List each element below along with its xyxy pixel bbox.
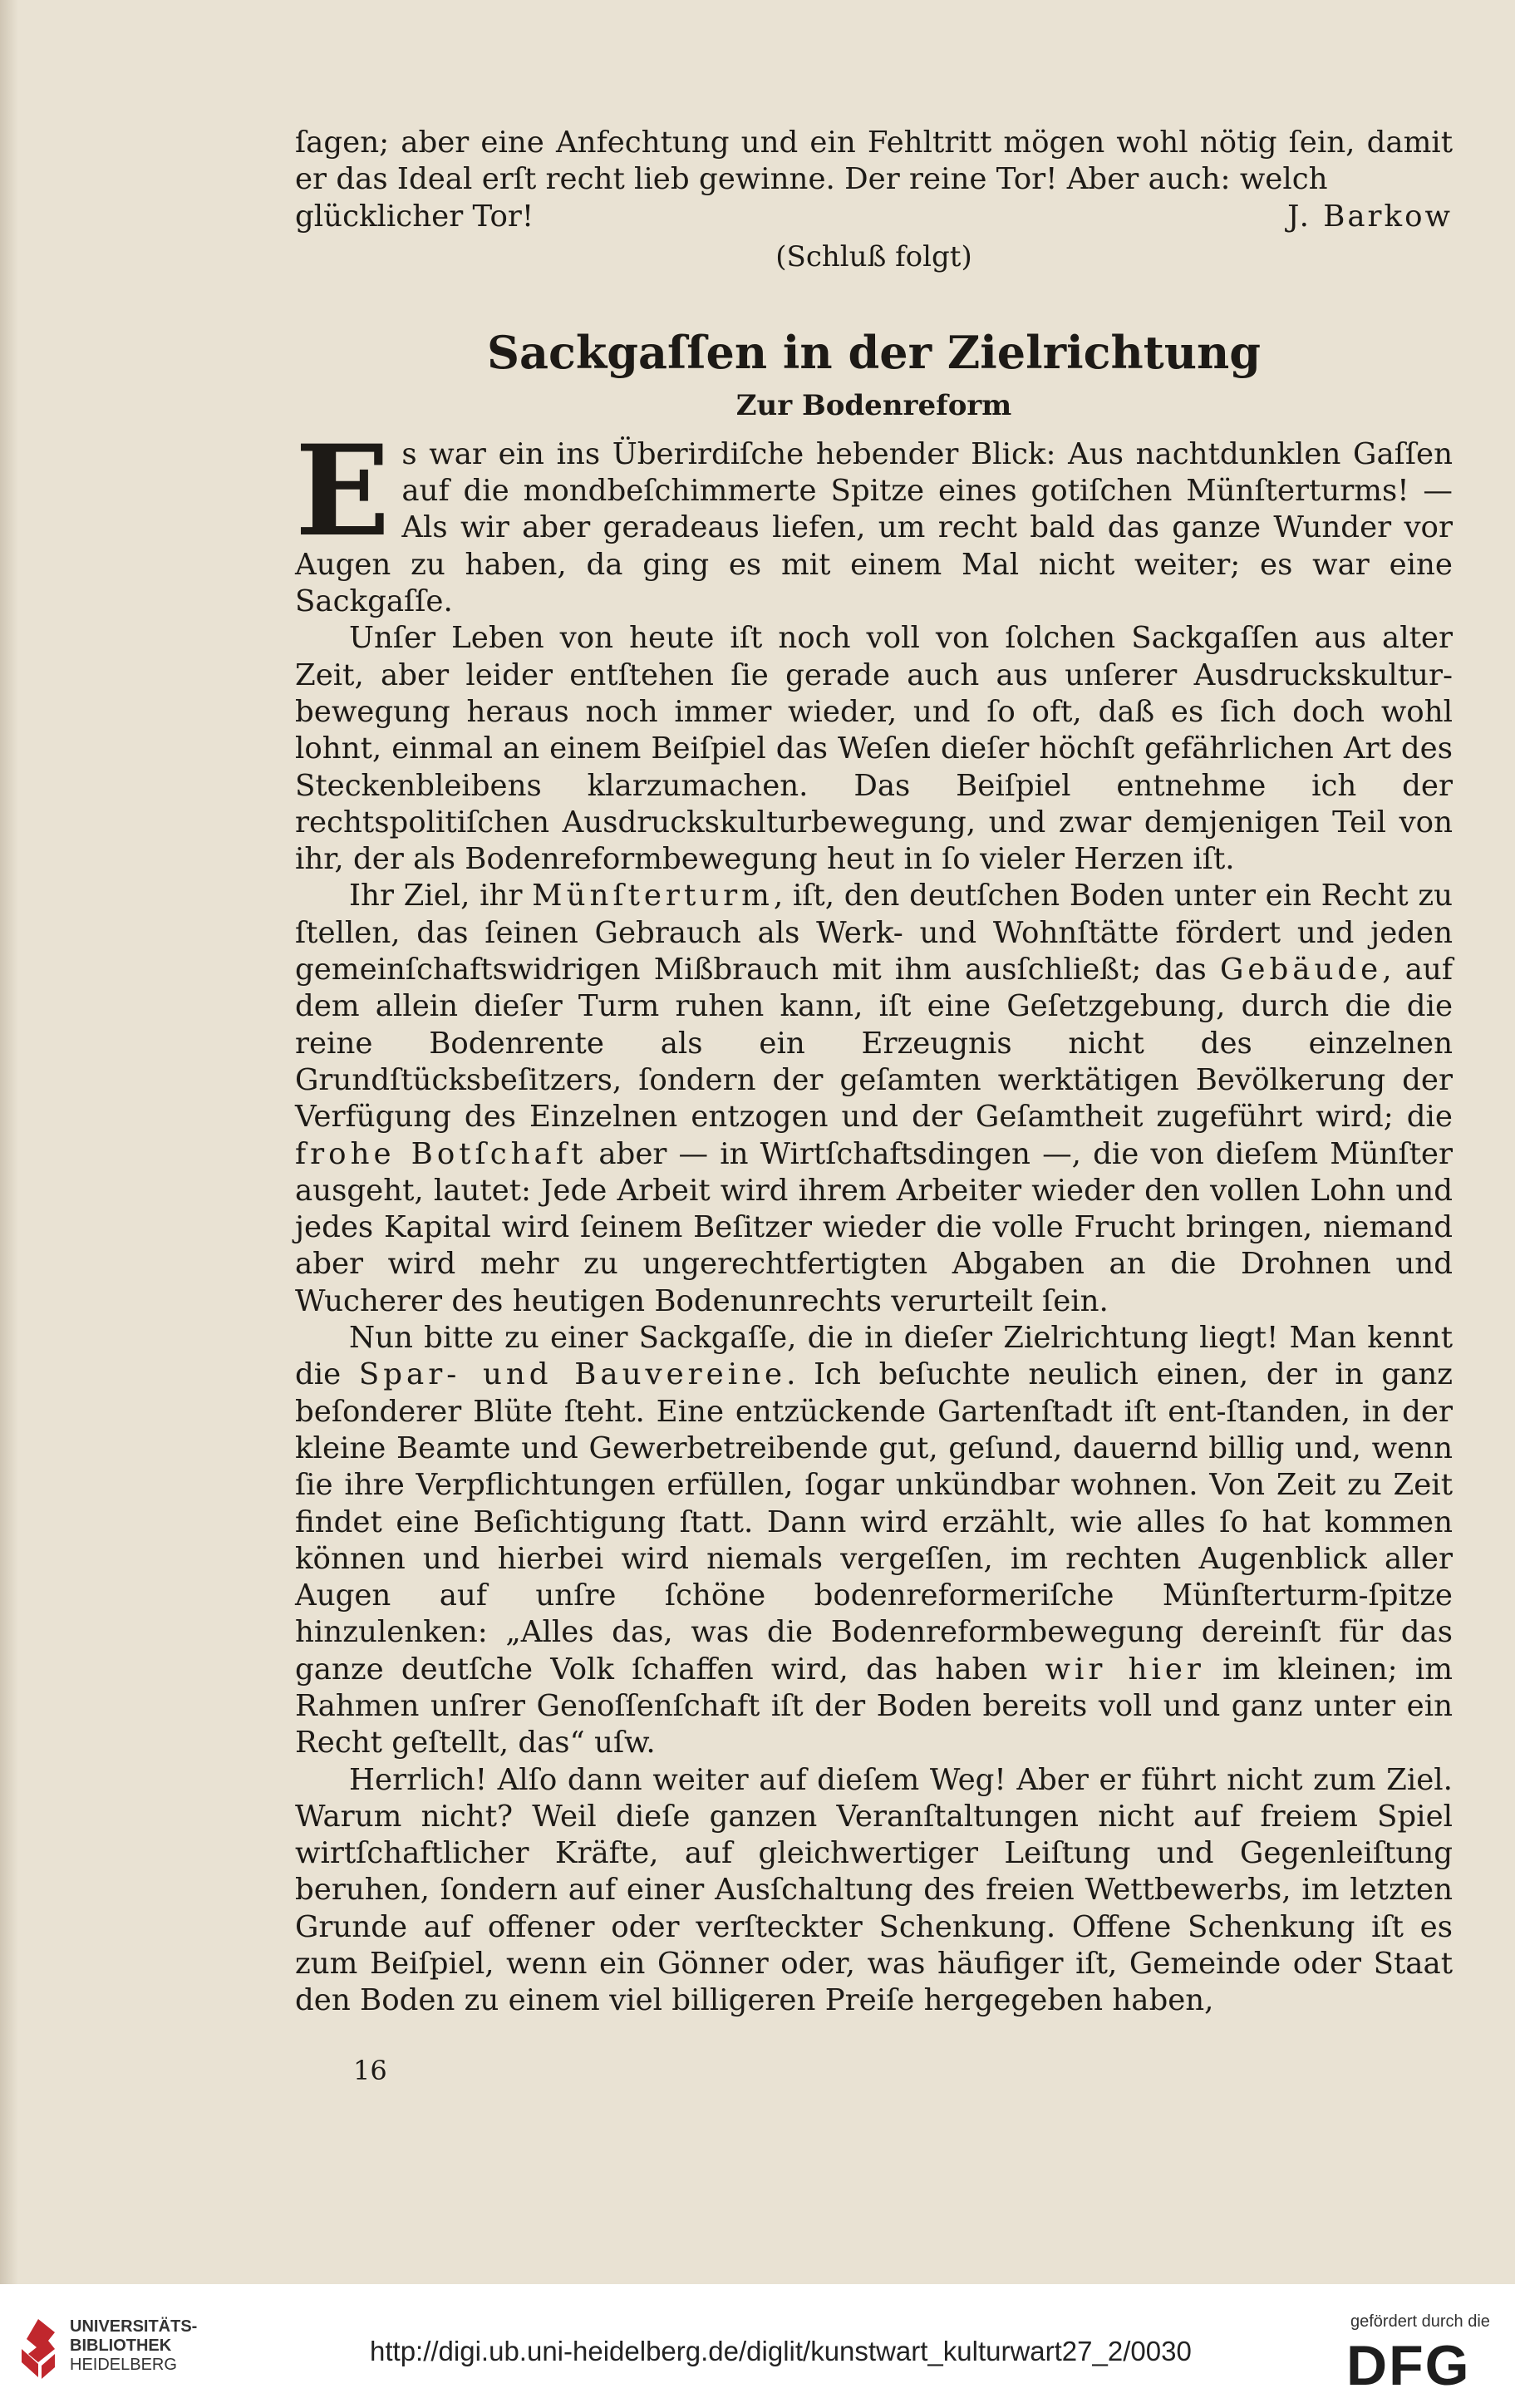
uni-name-line-1: UNIVERSITÄTS- (70, 2317, 198, 2336)
university-library-name (70, 2317, 197, 2375)
uni-name-line-3: HEIDELBERG (70, 2356, 177, 2374)
p3-text-a: Nun bitte zu einer Sackgaſſe, die in dieſer Zielrichtung liegt! Man kennt die (295, 1321, 1453, 1392)
previous-article-ending (295, 125, 1453, 235)
paragraph-2 (295, 878, 1453, 1320)
p2-text-c: , auf dem allein dieſer Turm ruhen kann, iſt eine Geſetzgebung, durch die die reine Bodenrente als ein Erzeugnis nicht des einzelnen Grundſtücksbeſitzers, ſondern der geſamten werktätigen Bevölkerung der Verfügung des Einzelnen entzogen und der Geſamtheit zugeführt wird; die (295, 953, 1453, 1135)
intro-text: s war ein ins Überirdiſche hebender Blick: Aus nachtdunklen Gaſſen auf die mondbeſchimmerte Spitze eines gotiſchen Münſterturms! — Als wir aber geradeaus liefen, um recht bald das ganze Wunder vor Augen zu haben, da ging es mit einem Mal nicht weiter; es war eine Sackgaſſe. (295, 436, 1453, 619)
p2-text-a: Ihr Ziel, ihr (349, 879, 523, 913)
paragraph-3 (295, 1320, 1453, 1762)
permalink-url[interactable]: http://digi.ub.uni-heidelberg.de/diglit/kunstwart_kulturwart27_2/0030 (370, 2336, 1192, 2366)
p2-spaced-word-2: Gebäude (1219, 953, 1383, 987)
p3-text-b: . Ich beſuchte neulich einen, der in ganz beſonderer Blüte ſteht. Eine entzückende Gartenſtadt iſt ent-ſtanden, in der kleine Beamte und Gewerbetreibende gut, geſund, dauernd billig und, wenn ſie ihre Verpflichtungen erfüllen, ſogar unkündbar wohnen. Von Zeit zu Zeit findet eine Beſichtigung ſtatt. Dann wird erzählt, wie alles ſo hat kommen können und hierbei wird niemals vergeſſen, im rechten Augenblick aller Augen auf unſre ſchöne bodenreformeriſche Münſterturm-ſpitze hinzulenken: „Alles das, was die Bodenreformbewegung dereinſt für das ganze deutſche Volk ſchaffen wird, das haben (295, 1357, 1454, 1687)
p3-text-c: im kleinen; im Rahmen unſrer Genoſſenſchaft iſt der Boden bereits voll und ganz unter ein Recht geſtellt, das“ uſw. (295, 1652, 1453, 1760)
digitization-footer (0, 2284, 1515, 2408)
uni-name-line-2: BIBLIOTHEK (70, 2337, 172, 2355)
p2-spaced-word-1: Münſterturm (532, 879, 774, 913)
page-content (295, 125, 1453, 2020)
intro-paragraph (295, 417, 1453, 620)
p2-text-d: aber — in Wirtſchaftsdingen —, die von dieſem Münſter ausgeht, lautet: Jede Arbeit wird ihrem Arbeiter wieder den vollen Lohn und jedes Kapital wird ſeinem Beſitzer wieder die volle Frucht bringen, niemand aber wird mehr zu ungerechtfertigten Abgaben an die Drohnen und Wucherer des heutigen Bodenunrechts verurteilt ſein. (295, 1136, 1453, 1318)
continued-note: (Schluß folgt) (775, 239, 972, 273)
page-number: 16 (353, 2055, 387, 2086)
closing-line: glücklicher Tor! (295, 199, 534, 234)
article-title: Sackgaſſen in der Zielrichtung (487, 325, 1261, 379)
p2-spaced-word-3: frohe Botſchaft (295, 1136, 588, 1171)
drop-cap: E (295, 417, 391, 564)
funding-caption: gefördert durch die (1350, 2312, 1490, 2331)
article-body (295, 417, 1454, 2020)
article-subtitle: Zur Bodenreform (735, 388, 1012, 422)
p3-spaced-word-1: Spar- und Bauvereine (358, 1357, 787, 1392)
author-signature: J. Barkow (1287, 199, 1453, 234)
university-library-logo-icon (17, 2316, 60, 2381)
closing-paragraph: ſagen; aber eine Anfechtung und ein Fehltritt mögen wohl nötig ſein, damit er das Ideal erſt recht lieb gewinne. Der reine Tor! Aber auch: welch (295, 126, 1453, 197)
p2-text-b: , iſt, den deutſchen Boden unter ein Recht zu ſtellen, das ſeinen Gebrauch als Werk- und Wohnſtätte fördert und jeden gemeinſchaftswidrigen Mißbrauch mit ihm ausſchließt; das (295, 879, 1453, 987)
page-edge-shadow (0, 0, 18, 2284)
paragraph-1: Unſer Leben von heute iſt noch voll von ſolchen Sackgaſſen aus alter Zeit, aber leider entſtehen ſie gerade auch aus unſerer Ausdruckskultur-bewegung heraus noch immer wieder, und ſo oft, daß es ſich doch wohl lohnt, einmal an einem Beiſpiel das Weſen dieſer höchſt gefährlichen Art des Steckenbleibens klarzumachen. Das Beiſpiel entnehme ich der rechtspolitiſchen Ausdruckskulturbewegung, und zwar demjenigen Teil von ihr, der als Bodenreformbewegung heut in ſo vieler Herzen iſt. (295, 621, 1453, 877)
author-line (295, 199, 1453, 235)
paragraph-4: Herrlich! Alſo dann weiter auf dieſem Weg! Aber er führt nicht zum Ziel. Warum nicht? Weil dieſe ganzen Veranſtaltungen nicht auf freiem Spiel wirtſchaftlicher Kräfte, auf gleichwertiger Leiſtung und Gegenleiſtung beruhen, ſondern auf einer Ausſchaltung des freien Wettbewerbs, im letzten Grunde auf offener oder verſteckter Schenkung. Offene Schenkung iſt es zum Beiſpiel, wenn ein Gönner oder, was häufiger iſt, Gemeinde oder Staat den Boden zu einem viel billigeren Preiſe hergegeben haben, (295, 1762, 1453, 2018)
p3-spaced-word-2: wir hier (1045, 1652, 1205, 1687)
dfg-logo: DFG (1346, 2334, 1471, 2397)
